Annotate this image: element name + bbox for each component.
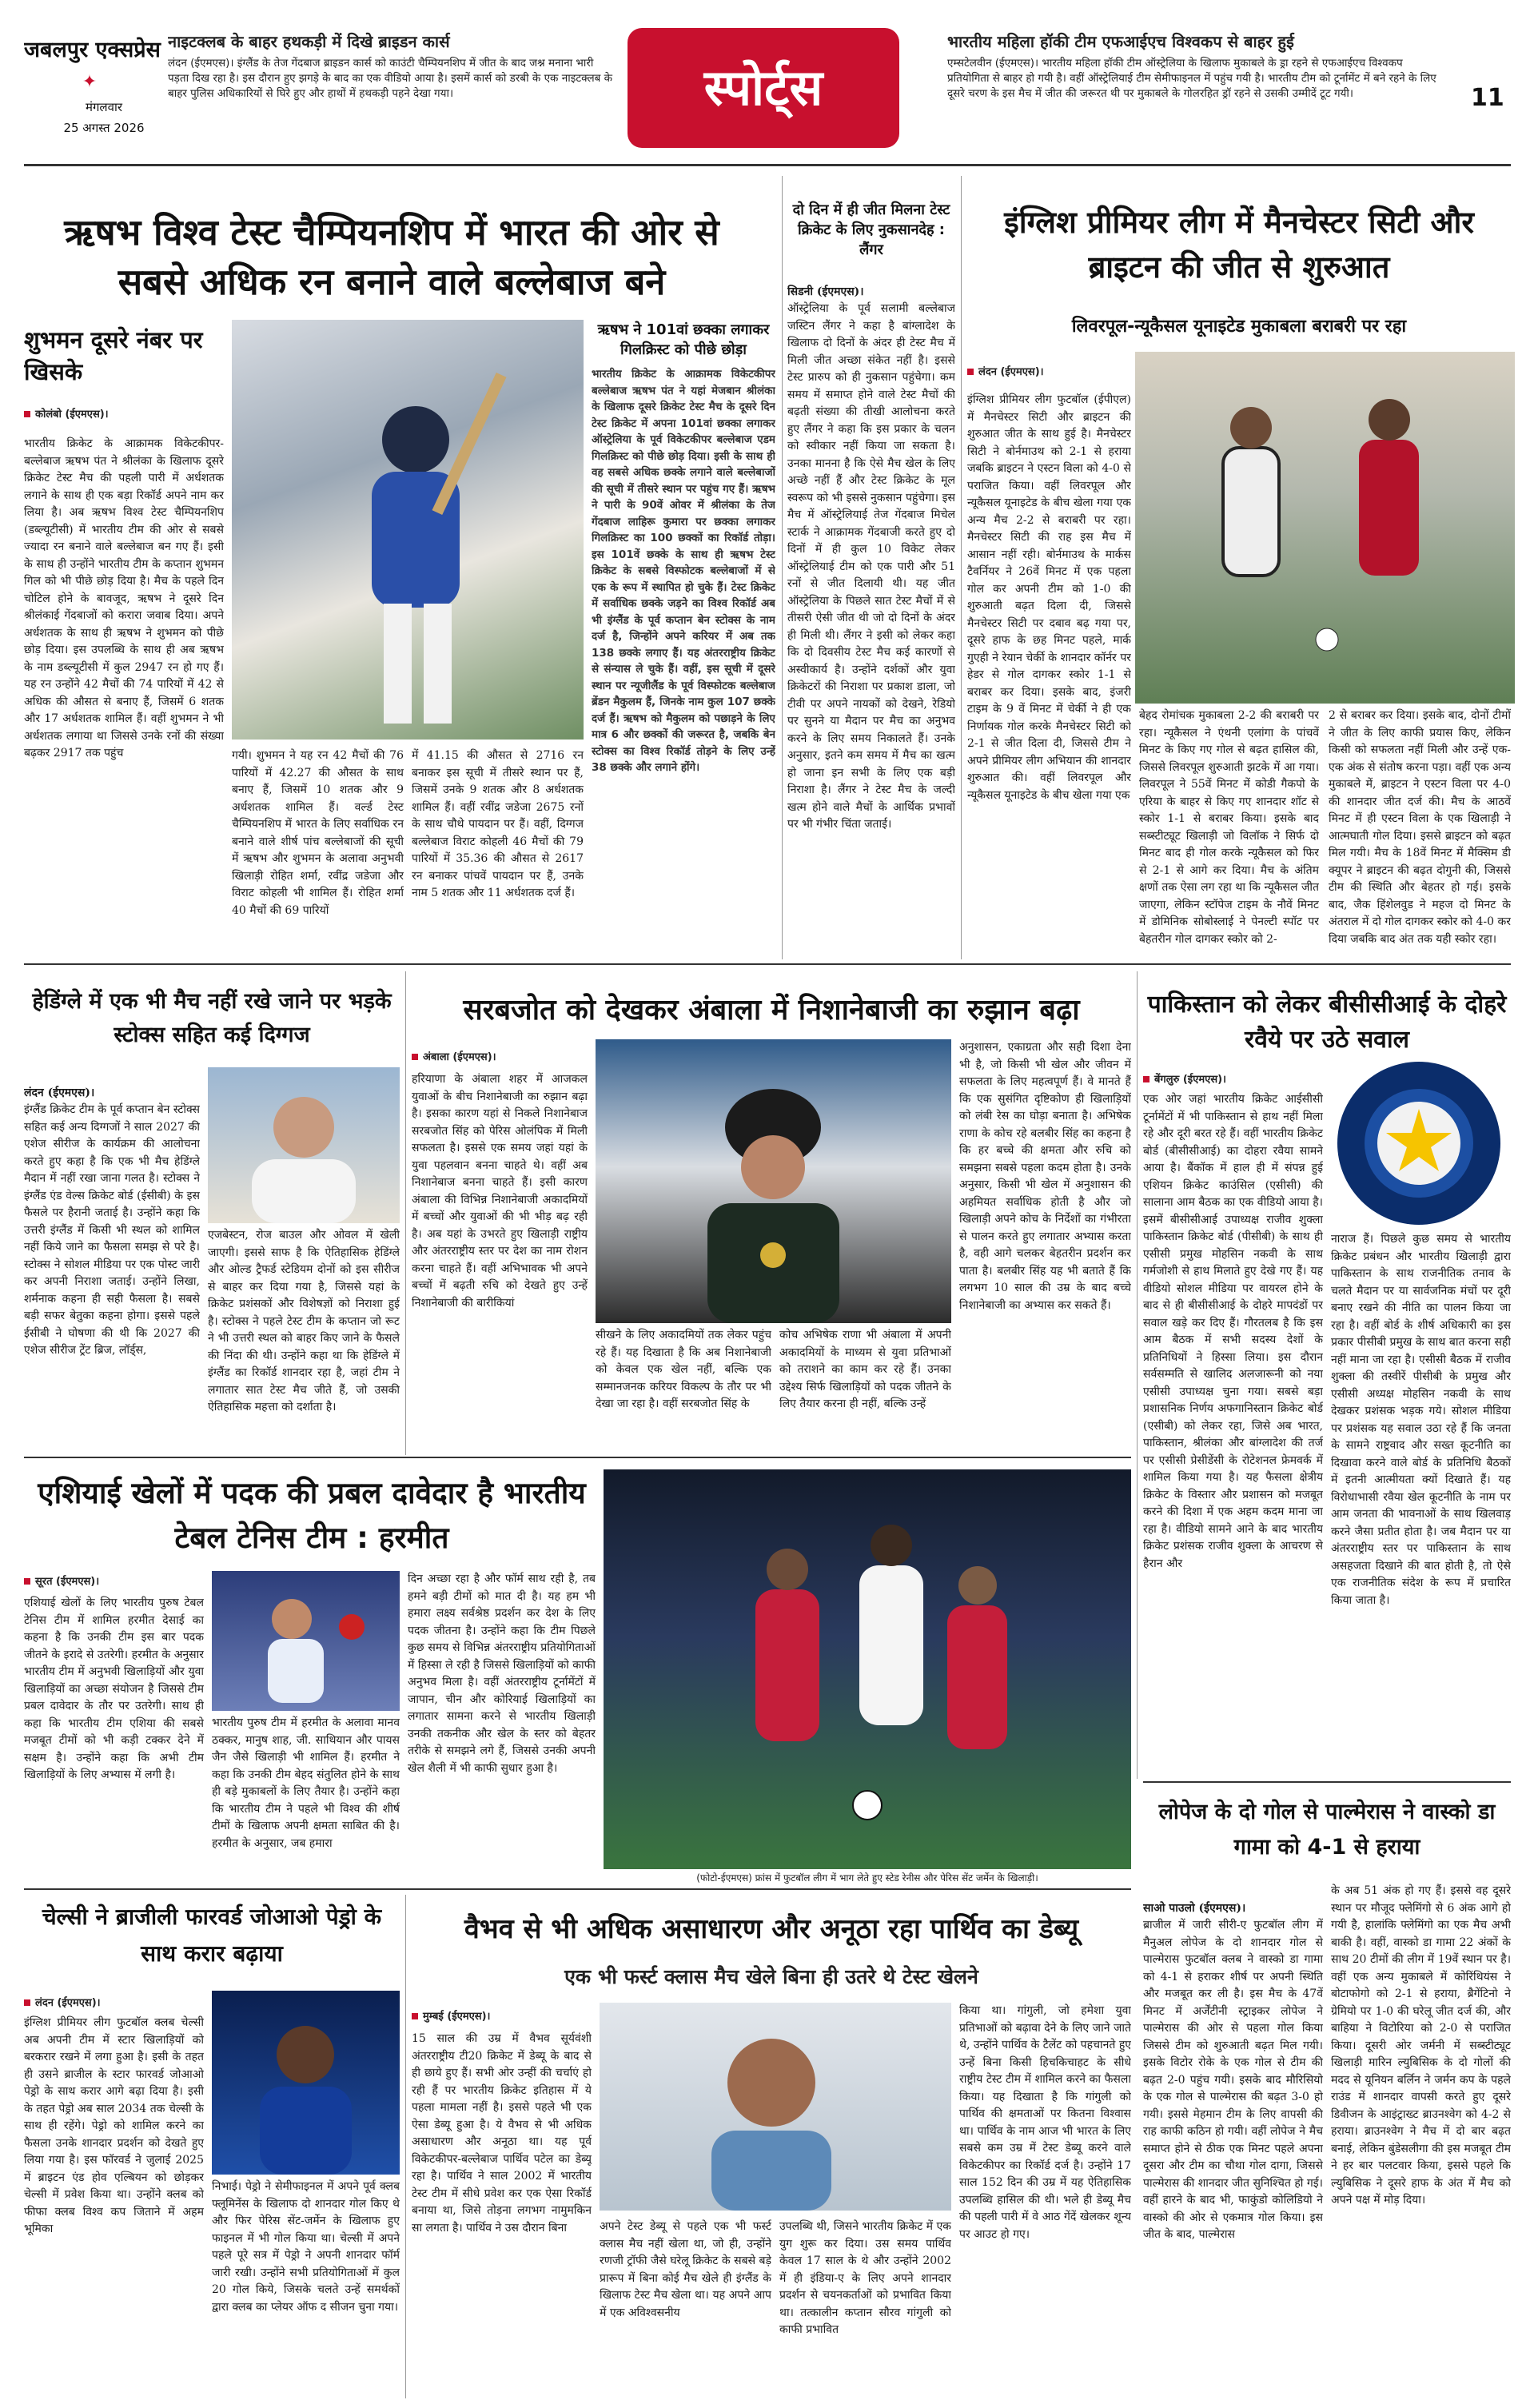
section-title: स्पोर्ट्स: [703, 58, 823, 117]
player-portrait-icon: [208, 1067, 400, 1223]
epl-col2: बेहद रोमांचक मुकाबला 2-2 की बराबरी पर रहा। न्यूकैसल ने एंथनी एलांगा के पांचवें मिनट के किए गए गोल से बढ़त हासिल की, जिससे लिवरपूल शुरुआती झटके में आ गया। लिवरपूल ने 55वें मिनट में कोडी गैकपो के एरिया के बाहर से किए गए शानदार शॉट से स्कोर 1-1 से बराबर किया। इसके बाद सब्स्टीट्यूट खिलाड़ी जो विलॉक ने सिर्फ दो मिनट बाद ही गोल करके न्यूकैसल को फिर से 2-1 से आगे कर दिया। मैच के अंतिम क्षणों तक ऐसा लग रहा था कि न्यूकैसल जीत जाएगा, लेकिन स्टॉपेज टाइम के नौवें मिनट में डोमिनिक सोबोस्लाई ने पेनल्टी स्पॉट पर बेहतरीन गोल दागकर स्कोर को 2-: [1139, 709, 1319, 946]
langer-byline: सिडनी (ईएमएस)।: [787, 285, 864, 298]
lopez-headline: लोपेज के दो गोल से पाल्मेरास ने वास्को डा गामा को 4-1 से हराया: [1158, 1800, 1496, 1860]
row-right-rule: [1143, 1781, 1511, 1783]
sarabjot-col3: कोच अभिषेक राणा भी अंबाला में अपनी अकादमियों के माध्यम से युवा प्रतिभाओं को तराशने का काम कर रहे हैं। उनका उद्देश्य सिर्फ खिलाड़ियों को पदक जीतने के लिए तैयार करना ही नहीं, बल्कि उन्हें: [779, 1329, 951, 1410]
rule-v-5: [405, 1895, 406, 2398]
rishabh-byline-text: कोलंबो (ईएमएस)।: [24, 406, 224, 421]
rishabh-col1: भारतीय क्रिकेट के आक्रामक विकेटकीपर-बल्लेबाज ऋषभ पंत ने श्रीलंका के खिलाफ दूसरे क्रिकेट टेस्ट मैच की पहली पारी में अर्धशतक लगाने के साथ ही एक बड़ा रिकॉर्ड अपने नाम कर लिया है। अब ऋषभ विश्व टेस्ट चैम्पियनशिप (डब्ल्यूटीसी) में भारतीय टीम की ओर से सबसे ज्यादा रन बनाने वाले बल्लेबाज बन गए हैं। इसी के साथ ही उन्होंने भारतीय टीम के कप्तान शुभमन गिल को भी पीछे छोड़ दिया है। मैच के पहले दिन चोटिल होने के बावजूद, ऋषभ ने दूसरे दिन श्रीलंकाई गेंदबाजों को करारा जवाब दिया। अपने अर्धशतक के साथ ही ऋषभ ने शुभमन को पीछे छोड़ दिया। इस उपलब्धि के साथ ही अब ऋषभ के नाम डब्ल्यूटीसी में कुल 2947 रन हो गए हैं। यह रन उन्होंने 42 मैचों की 74 पारियों में 42 से अधिक की औसत से बनाए हैं, जिसमें 6 शतक और 17 अर्धशतक शामिल हैं। वहीं शुभमन ने भी अर्धशतक लगाया था जिससे उनके रनों की संख्या बढ़कर 2917 तक पहुंच: [24, 437, 224, 759]
sarabjot-col4: अनुशासन, एकाग्रता और सही दिशा देना भी है, जो किसी भी खेल और जीवन में सफलता के लिए महत्वपूर्ण हैं। वे मानते हैं कि एक सुसंगित दृष्टिकोण ही खिलाड़ियों को लंबी रेस का घोड़ा बनाता है। अभिषेक राणा के कोच रहे बलबीर सिंह का कहना है कि हर बच्चे की क्षमता और रुचि को समझना सबसे पहला कदम होता है। उनके अनुसार, किसी भी खेल में अनुशासन की अहमियत सर्वाधिक होती है और जो खिलाड़ी अपने कोच के निर्देशों का गंभीरता से पालन करते हुए लगातार अभ्यास करता है, वही आगे चलकर बेहतरीन प्रदर्शन कर पाता है। बलबीर सिंह यह भी बताते हैं कि लगभग 10 साल की उम्र के बाद बच्चे निशानेबाजी का अभ्यास कर सकते हैं।: [959, 1041, 1131, 1312]
langer-block: [787, 200, 955, 959]
masthead-date: 25 अगस्त 2026: [63, 121, 145, 135]
teaser-left-headline: नाइटक्लब के बाहर हथकड़ी में दिखे ब्राइडन कार्स: [168, 32, 450, 51]
teaser-right-text: एम्सटेलवीन (ईएमएस)। भारतीय महिला हॉकी टीम ऑस्ट्रेलिया के खिलाफ मुकाबले के ड्रा रहने से एफआईएच विश्वकप प्रतियोगिता से बाहर हो गयी है। वहीं ऑस्ट्रेलियाई टीम सेमीफाइनल में पहुंच गयी है। भारतीय टीम को टूर्नामेंट में बने रहने के लिए दूसरे चरण के इस मैच में जीत की जरूरत थी पर मुकाबले के गोलरहित ड्रॉ रहने से उसकी उम्मीदें टूट गयी।: [947, 57, 1436, 100]
tt-col1: एशियाई खेलों के लिए भारतीय पुरुष टेबल टेनिस टीम में शामिल हरमीत देसाई का कहना है कि उनकी टीम इस बार पदक जीतने के इरादे से उतरेगी। हरमीत के अनुसार भारतीय टीम में अनुभवी खिलाड़ियों और युवा खिलाड़ियों का अच्छा संयोजन है जिससे टीम प्रबल दावेदार के तौर पर उतरेगी। साथ ही कहा कि भारतीय टीम एशिया की सबसे मजबूत टीमों को भी कड़ी टक्कर देने में सक्षम है। उन्होंने कहा कि अभी टीम खिलाड़ियों के लिए अभ्यास में लगी है।: [24, 1597, 204, 1781]
teaser-left-text: लंदन (ईएमएस)। इंग्लैंड के तेज गेंदबाज ब्राइडन कार्स को काउंटी चैम्पियनशिप में जीत के बाद जश्न मनाना भारी पड़ता दिख रहा है। इस दौरान हुए झगड़े के बाद का एक वीडियो आया है। इसमें कार्स को डरबी के एक नाइटक्लब के बाहर पुलिस अधिकारियों से घिरे हुए और हाथों में हथकड़ी पहने देखा गया।: [168, 57, 612, 100]
rishabh-subhead: शुभमन दूसरे नंबर पर खिसके: [24, 326, 203, 385]
tt-col2: भारतीय पुरुष टीम में हरमीत के अलावा मानव ठक्कर, मानुष शाह, जी. साथियान और पायस जैन जैसे खिलाड़ी भी शामिल हैं। हरमीत ने कहा कि उनकी टीम बेहद संतुलित होने के साथ ही बड़े मुकाबलों के लिए तैयार है। उन्होंने कहा कि भारतीय टीम ने पहले भी विश्व की शीर्ष टीमों के खिलाफ अपनी क्षमता साबित की है। हरमीत के अनुसार, जब हमारा: [212, 1716, 400, 1850]
row3-rule: [24, 1888, 1131, 1890]
tt-byline: [24, 1573, 200, 1591]
football-photo: [604, 1469, 1131, 1889]
parthiv-col4: किया था। गांगुली, जो हमेशा युवा प्रतिभाओं को बढ़ावा देने के लिए जाने जाते थे, उन्होंने पार्थिव के टैलेंट को पहचानते हुए उन्हें बिना किसी हिचकिचाहट के सीधे राष्ट्रीय टेस्ट टीम में शामिल करने का फैसला किया। यह दिखाता है कि गांगुली को पार्थिव की क्षमताओं पर कितना विश्वास था। पार्थिव के नाम आज भी भारत के लिए सबसे कम उम्र में टेस्ट डेब्यू करने वाले विकेटकीपर का रिकॉर्ड दर्ज है। उन्होंने 17 साल 152 दिन की उम्र में यह ऐतिहासिक उपलब्धि हासिल की थी। भले ही डेब्यू मैच की पहली पारी में वे आठ गेंदें खेलकर शून्य पर आउट हो गए।: [959, 2004, 1131, 2241]
parthiv-col3: उपलब्धि थी, जिसने भारतीय क्रिकेट में एक युग शुरू कर दिया। उस समय पार्थिव केवल 17 साल के थे और उन्होंने 2002 में ही इंडिया-ए के लिए अपने शानदार प्रदर्शन से चयनकर्ताओं को प्रभावित किया था। तत्कालीन कप्तान सौरव गांगुली को काफी प्रभावित: [779, 2220, 951, 2336]
lopez-body: ब्राजील में जारी सीरी-ए फुटबॉल लीग में मैनुअल लोपेज के दो शानदार गोल से पाल्मेरास फुटबॉल क्लब ने वास्को डा गामा को 4-1 से हराकर शीर्ष पर अपनी स्थिति और मजबूत कर ली है। इस मैच के 47वें मिनट में अर्जेंटीनी स्ट्राइकर लोपेज ने पाल्मेरास की ओर से पहला गोल किया जिससे टीम को शुरुआती बढ़त मिल गयी। इसके विटोर रोके के एक गोल से टीम की बढ़त 2-0 पहुंच गयी। इसके बाद मौरिसियो के एक गोल से पाल्मेरास की बढ़त 3-0 हो गयी। इससे मेहमान टीम के लिए वापसी की राह काफी कठिन हो गयी। वहीं लोपेज ने मैच समाप्त होने से ठीक एक मिनट पहले अपना दूसरा और टीम का चौथा गोल दागा, जिससे पाल्मेरास की शानदार जीत सुनिश्चित हो गई। वहीं हारने के बाद भी, फाकुंडो कोलिडियो ने वास्को की ओर से एकमात्र गोल किया। इस जीत के बाद, पाल्मेरास: [1143, 1919, 1323, 2241]
sarabjot-col1: हरियाणा के अंबाला शहर में आजकल युवाओं के बीच निशानेबाजी का रुझान बढ़ा है। इसका कारण यहां से निकले निशानेबाज सरबजोत सिंह को पेरिस ओलंपिक में मिली सफलता है। इससे एक समय जहां यहां के युवा पहलवान बनना चाहते थे। वहीं अब निशानेबाज बनना चाहते हैं। इसी कारण अंबाला की विभिन्न निशानेबाजी अकादमियों में बच्चों और युवाओं की भी भीड़ बढ़ रही है। अब यहां के उभरते हुए खिलाड़ी राष्ट्रीय और अंतरराष्ट्रीय स्तर पर देश का नाम रोशन करना चाहते हैं। वहीं अभिभावक भी अपने बच्चों में बढ़ती रुचि को देखते हुए उन्हें निशानेबाजी की बारीकियां: [412, 1073, 588, 1310]
pakistan-byline: [1143, 1071, 1319, 1089]
chelsea-byline: [24, 1995, 200, 2012]
masthead-ornament-icon: ✦: [82, 72, 98, 91]
stokes-col2: एजबेस्टन, रोज बाउल और ओवल में खेली जाएगी। इससे साफ है कि ऐतिहासिक हेडिंग्ले और ओल्ड ट्रैफर्ड स्टेडियम दोनों को इस सीरीज से बाहर कर दिया गया है, जिससे यहां के क्रिकेट प्रशंसकों और विशेषज्ञों को निराशा हुई है। स्टोक्स ने पहले टेस्ट टीम के कप्तान जो रूट ने भी उत्तरी स्थल को बाहर किए जाने के फैसले की निंदा की थी। उन्होंने कहा था कि हेडिंग्ले में इंग्लैंड का रिकॉर्ड शानदार रहा है, जहां टीम ने लगातार सात टेस्ट मैच जीते हैं, जो उसकी ऐतिहासिक महत्ता को दर्शाता है।: [208, 1229, 400, 1413]
bcci-logo: [1335, 1059, 1503, 1227]
rishabh-byline: [24, 406, 224, 424]
pakistan-headline: पाकिस्तान को लेकर बीसीसीआई के दोहरे रवैये पर उठे सवाल: [1147, 991, 1507, 1054]
rishabh-col2: गयी। शुभमन ने यह रन 42 मैचों की 76 पारियों में 42.27 की औसत के साथ बनाए हैं, जिसमें 10 शतक और 9 अर्धशतक शामिल हैं। वर्ल्ड टेस्ट चैम्पियनशिप में भारत के लिए सर्वाधिक रन बनाने वाले शीर्ष पांच बल्लेबाजों की सूची में ऋषभ और शुभमन के अलावा अनुभवी खिलाड़ी रोहित शर्मा, रवींद्र जडेजा और विराट कोहली भी शामिल हैं। रोहित शर्मा 40 मैचों की 69 पारियों: [232, 749, 404, 917]
masthead-day: मंगलवार: [86, 100, 122, 114]
parthiv-subhead: एक भी फर्स्ट क्लास मैच खेले बिना ही उतरे थे टेस्ट खेलने: [564, 1965, 978, 1988]
row1-rule: [24, 963, 1511, 965]
pakistan-col1: एक ओर जहां भारतीय क्रिकेट आईसीसी टूर्नामेंटों में भी पाकिस्तान से हाथ नहीं मिला रहे और दूरी बरत रहे हैं। वहीं भारतीय क्रिकेट बोर्ड (बीसीसीआई) का दोहरा रवैया सामने आया है। बैंकॉक में हाल ही में संपन्न हुई एशियन क्रिकेट काउंसिल (एसीसी) की सालाना आम बैठक का एक वीडियो आया है। इसमें बीसीसीआई उपाध्यक्ष राजीव शुक्ला पाकिस्तान क्रिकेट बोर्ड (पीसीबी) के साथ ही एसीसी प्रमुख मोहसिन नकवी के साथ गर्मजोशी से हाथ मिलाते हुए देखे गए हैं। यह वीडियो सोशल मीडिया पर वायरल होने के बाद से ही बीसीसीआई के दोहरे मापदंडों पर सवाल खड़े कर दिए हैं। गौरतलब है कि इस आम बैठक में सभी सदस्य देशों के प्रतिनिधियों ने हिस्सा लिया। इस दौरान सर्वसम्मति से खालिद अलजारूनी को नया एसीसी उपाध्यक्ष चुना गया। सबसे बड़ा प्रशासनिक निर्णय अफगानिस्तान क्रिकेट बोर्ड (एसीबी) को लेकर रहा, जिसे अब भारत, पाकिस्तान, श्रीलंका और बांग्लादेश की तर्ज पर एसीसी प्रेसीडेंसी के रोटेशनल फ्रेमवर्क में शामिल किया गया है। यह फैसला क्षेत्रीय क्रिकेट के विस्तार और प्रशासन को मजबूत करने की दिशा में एक अहम कदम माना जा रहा है। वीडियो सामने आने के बाद भारतीय क्रिकेट प्रशंसक राजीव शुक्ला के आचरण से हैरान और: [1143, 1093, 1323, 1570]
rule-v-2: [961, 176, 962, 959]
stokes-byline: लंदन (ईएमएस)।: [24, 1086, 95, 1099]
masthead-rule: [24, 164, 1511, 166]
epl-byline: [967, 364, 1127, 381]
chelsea-photo: [212, 1991, 400, 2175]
epl-subhead: लिवरपूल-न्यूकैसल यूनाइटेड मुकाबला बराबरी पर रहा: [1071, 317, 1407, 337]
batsman-figure-icon: [232, 320, 584, 740]
sarabjot-byline: [412, 1049, 572, 1066]
lopez-col1: [1143, 1883, 1323, 2394]
chelsea-headline: चेल्सी ने ब्राजीली फारवर्ड जोआओ पेड्रो के साथ करार बढ़ाया: [42, 1904, 382, 1967]
rishabh-inset-text: भारतीय क्रिकेट के आक्रामक विकेटकीपर बल्लेबाज ऋषभ पंत ने यहां मेजबान श्रीलंका के खिलाफ दूसरे क्रिकेट टेस्ट मैच के दूसरे दिन टेस्ट क्रिकेट में अपना 101वां छक्का लगाकर ऑस्ट्रेलिया के पूर्व विकेटकीपर बल्लेबाज एडम गिलक्रिस्ट को पीछे छोड़ दिया। इसी के साथ ही वह सबसे अधिक छक्के लगाने वाले बल्लेबाजों की सूची में तीसरे स्थान पर पहुंच गए हैं। ऋषभ ने पारी के 90वें ओवर में श्रीलंका के तेज गेंदबाज लाहिरू कुमारा पर छक्का लगाकर गिलक्रिस्ट का 100 छक्कों का रिकॉर्ड तोड़ा। इस 101वें छक्के के साथ ही ऋषभ टेस्ट क्रिकेट के सबसे विस्फोटक बल्लेबाजों में से एक के रूप में स्थापित हो चुके हैं। टेस्ट क्रिकेट में सर्वाधिक छक्के जड़ने का विश्व रिकॉर्ड अब भी इंग्लैंड के पूर्व कप्तान बेन स्टोक्स के नाम दर्ज है, जिन्होंने अपने करियर में अब तक 138 छक्के लगाए हैं। यह अंतरराष्ट्रीय क्रिकेट से संन्यास ले चुके हैं। वहीं, इस सूची में दूसरे स्थान पर न्यूजीलैंड के पूर्व विस्फोटक बल्लेबाज ब्रेंडन मैकुलम हैं, जिनके नाम कुल 107 छक्के दर्ज हैं। ऋषभ को मैकुलम को पछाड़ने के लिए मात्र 6 और छक्कों की जरूरत है, जबकि बेन स्टोक्स का विश्व रिकॉर्ड तोड़ने के लिए उन्हें 38 छक्के और लगाने होंगे।: [592, 368, 775, 774]
epl-byline-text: लंदन (ईएमएस)।: [967, 364, 1127, 378]
stokes-body: इंग्लैंड क्रिकेट टीम के पूर्व कप्तान बेन स्टोक्स सहित कई अन्य दिग्गजों ने साल 2027 की एशेज सीरीज के कार्यक्रम की आलोचना करते हुए कहा है कि एक भी मैच हेडिंग्ले मैदान में नहीं रखा जाना गलत है। स्टोक्स ने इंग्लैंड एंड वेल्स क्रिकेट बोर्ड (ईसीबी) के इस फैसले पर हैरानी जताई है। उन्होंने कहा कि उत्तरी इंग्लैंड में किसी भी स्थल को शामिल नहीं किये जाने का फैसला समझ से परे है। स्टोक्स ने सोशल मीडिया पर एक पोस्ट जारी कर अपनी निराशा जताई। उन्होंने लिखा, शर्मनाक कहना ही सही फैसला है। सबसे बड़ी सफर बेतुका कहना होगा। इससे पहले ईसीबी ने घोषणा की थी कि 2027 की एशेज सीरीज ट्रेंट ब्रिज, लॉर्ड्स,: [24, 1103, 200, 1357]
paper-name: जबलपुर एक्सप्रेस: [24, 38, 161, 62]
rule-v-3: [405, 971, 406, 1455]
langer-text: [787, 266, 955, 834]
stokes-col1: [24, 1067, 200, 1451]
parthiv-portrait-icon: [600, 2003, 951, 2211]
parthiv-byline: [412, 2008, 572, 2026]
section-banner: [628, 28, 899, 148]
teaser-right: [947, 32, 1447, 144]
pakistan-col2: नाराज हैं। पिछले कुछ समय से भारतीय क्रिकेट प्रबंधन और भारतीय खिलाड़ी द्वारा पाकिस्तान के साथ राजनीतिक तनाव के चलते मैदान पर या सार्वजनिक मंचों पर दूरी बनाए रखने की नीति का पालन किया जा रहा है। वहीं बोर्ड के शीर्ष अधिकारी का इस प्रकार पीसीबी प्रमुख के साथ बात करना सही नहीं माना जा रहा है। एसीसी बैठक में राजीव शुक्ला की तस्वीरें पीसीबी के प्रमुख और एसीसी अध्यक्ष मोहसिन नकवी के साथ देखकर प्रशंसक भड़क गये। सोशल मीडिया पर प्रशंसक यह सवाल उठा रहे हैं कि जनता के सामने राष्ट्रवाद और सख्त कूटनीति का दिखावा करने वाले बोर्ड के प्रतिनिधि बैठकों में इतनी आत्मीयता क्यों दिखाते हैं। यह विरोधाभासी रवैया खेल कूटनीति के नाम पर आम जनता की भावनाओं के साथ खिलवाड़ करने जैसा प्रतीत होता है। जब मैदान पर या अंतरराष्ट्रीय स्तर पर पाकिस्तान के साथ असहजता दिखाने की बात होती है, तो ऐसे एक राजनीतिक संदेश के रूप में प्रचारित किया जाता है।: [1331, 1233, 1511, 1607]
chelsea-col2: निभाई। पेड्रो ने सेमीफाइनल में अपने पूर्व क्लब फ्लूमिनेंस के खिलाफ दो शानदार गोल किए थे और फिर पेरिस सेंट-जर्मेन के खिलाफ हुए फाइनल में भी गोल किया था। चेल्सी में अपने पहले पूरे सत्र में पेड्रो ने अपनी शानदार फॉर्म जारी रखी। उन्होंने सभी प्रतियोगिताओं में कुल 20 गोल किये, जिसके चलते उन्हें समर्थकों द्वारा क्लब का प्लेयर ऑफ द सीजन चुना गया।: [212, 2180, 400, 2314]
pakistan-byline-text: बेंगलुरु (ईएमएस)।: [1143, 1071, 1319, 1086]
lopez-col2: के अब 51 अंक हो गए हैं। इससे वह दूसरे स्थान पर मौजूद फ्लेमिंगो से 6 अंक आगे हो गयी है, हालांकि फ्लेमिंगो का एक मैच अभी बाकी है। वहीं, वास्को डा गामा 22 अंकों के साथ 20 टीमों की लीग में 19वें स्थान पर है। वहीं एक अन्य मुकाबले में कोरिंथियंस ने बोटाफोगो को 2-1 से हराया, ब्रैगेंटिनो ने ग्रेमियो पर 1-0 की घरेलू जीत दर्ज की, और बाहिया ने विटोरिया को 2-0 से पराजित किया। दूसरी ओर जर्मनी में सब्स्टीट्यूट खिलाड़ी मारिन ल्युबिसिक के दो गोलों की मदद से यूनियन बर्लिन ने जर्मन कप के पहले राउंड में शानदार वापसी करते हुए दूसरे डिवीजन के आइंट्राख्ट ब्राउनश्वेग को 4-2 से हराया। ब्राउनश्वेग ने मैच में दो बार बढ़त बनाई, लेकिन बुंडेसलीगा की इस मजबूत टीम ने हर बार पलटवार किया, इससे पहले कि ल्युबिसिक ने दूसरे हाफ के अंत में मैच को अपने पक्ष में मोड़ दिया।: [1331, 1884, 1511, 2207]
chelsea-byline-text: लंदन (ईएमएस)।: [24, 1995, 200, 2009]
langer-body: ऑस्ट्रेलिया के पूर्व सलामी बल्लेबाज जस्टिन लैंगर ने कहा है बांग्लादेश के खिलाफ दो दिनों के अंदर ही टेस्ट मैच में मिली जीत अच्छा संकेत नहीं है। इससे टेस्ट प्रारुप को ही नुकसान पहुंचेगा। कम समय में समाप्त होने वाले टेस्ट मैचों की बढ़ती संख्या की तीखी आलोचना करते हुए लैंगर ने कहा कि इस प्रकार के चलन को स्वीकार नहीं किया जा सकता है। उनका मानना है कि ऐसे मैच खेल के लिए अच्छे नहीं हैं और टेस्ट क्रिकेट के मूल स्वरूप को भी इससे नुकसान पहुंचेगा। इस मैच में ऑस्ट्रेलियाई तेज गेंदबाज मिचेल स्टार्क ने आक्रामक गेंदबाजी करते हुए दो दिनों में ही कुल 10 विकेट लेकर ऑस्ट्रेलियाई टीम को एक पारी और 51 रनों से जीत दिलायी थी। यह जीत ऑस्ट्रेलिया के पिछले सात टेस्ट मैचों में से तीसरी ऐसी जीत थी जो दो दिनों के अंदर ही मिली थी। लैंगर ने इसी को लेकर कहा कि दो दिवसीय टेस्ट मैच कई कारणों से अस्वीकार्य है। उन्होंने दर्शकों और युवा क्रिकेटरों की निराशा पर प्रकाश डाला, जो टीवी पर अपने नायकों को देखने, रेडियो पर सुनने या मैदान पर मैच का अनुभव करने के लिए समय निकालते हैं। उनके अनुसार, इतने कम समय में मैच का खत्म हो जाना इन सभी के लिए एक बड़ी निराशा है। लैंगर ने टेस्ट मैच के जल्दी खत्म होने वाले मैचों के आर्थिक प्रभावों पर भी गंभीर चिंता जताई।: [787, 302, 955, 831]
football-photo-caption: (फोटो-ईएमएस) फ्रांस में फुटबॉल लीग में भाग लेते हुए स्टेड रेनीस और पेरिस सेंट जर्मेन के खिलाड़ी।: [604, 1869, 1131, 1889]
table-tennis-player-icon: [212, 1571, 400, 1711]
rishabh-inset: [592, 320, 775, 955]
rishabh-inset-headline: ऋषभ ने 101वां छक्का लगाकर गिलक्रिस्ट को पीछे छोड़ा: [597, 321, 770, 358]
teaser-right-headline: भारतीय महिला हॉकी टीम एफआईएच विश्वकप से बाहर हुई: [947, 32, 1294, 51]
tt-col3: दिन अच्छा रहा है और फॉर्म साथ रही है, तब हमने बड़ी टीमों को मात दी है। यह हम भी हमारा लक्ष्य सर्वश्रेष्ठ प्रदर्शन कर देश के लिए पदक जीतना है। उन्होंने कहा कि टीम पिछले कुछ समय से विभिन्न अंतरराष्ट्रीय प्रतियोगिताओं में हिस्सा ले रही है जिससे खिलाड़ियों को काफी अनुभव मिला है। वहीं अंतरराष्ट्रीय टूर्नामेंटों में जापान, चीन और कोरियाई खिलाड़ियों का लगातार सामना करने से भारतीय खिलाड़ी उनकी तकनीक और खेल के स्तर को बेहतर तरीके से समझने लगे हैं, जिससे उनकी अपनी खेल शैली में भी काफी सुधार हुआ है।: [408, 1573, 596, 1775]
teaser-left: [168, 32, 616, 144]
epl-col3: 2 से बराबर कर दिया। इसके बाद, दोनों टीमों ने जीत के लिए काफी प्रयास किए, लेकिन किसी को सफलता नहीं मिली और उन्हें एक-एक अंक से संतोष करना पड़ा। वहीं एक अन्य मुकाबले में, ब्राइटन ने एस्टन विला पर 4-0 की शानदार जीत दर्ज की। मैच के आठवें मिनट में ही एस्टन विला के एक खिलाड़ी ने आत्मघाती गोल दिया। इससे ब्राइटन को बढ़त मिल गयी। मैच के 18वें मिनट में मैक्सिम डी क्यूपर ने ब्राइटन की बढ़त दोगुनी की, जिससे टीम की स्थिति और बेहतर हो गई। इसके बाद, जैक हिंशेलवुड ने महज दो मिनट के अंतराल में दो गोल दागकर स्कोर को 4-0 कर दिया जबकि बाद अंत तक यही स्कोर रहा।: [1329, 709, 1511, 946]
parthiv-byline-text: मुम्बई (ईएमएस)।: [412, 2008, 572, 2023]
parthiv-photo: [600, 2003, 951, 2211]
rishabh-col3: में 41.15 की औसत से 2716 रन बनाकर इस सूची में तीसरे स्थान पर हैं, जिसमें उनके 9 शतक और 8 अर्धशतक शामिल हैं। वहीं रवींद्र जडेजा 2675 रनों के साथ चौथे पायदान पर हैं। वहीं, दिग्गज बल्लेबाज विराट कोहली 46 मैचों की 79 पारियों में 35.36 की औसत से 2617 रन बनाकर पांचवें पायदान पर हैं, उनके नाम 5 शतक और 11 अर्धशतक दर्ज हैं।: [412, 749, 584, 899]
masthead: [0, 0, 1534, 164]
langer-headline: दो दिन में ही जीत मिलना टेस्ट क्रिकेट के लिए नुकसानदेह : लैंगर: [792, 201, 950, 258]
sarabjot-col2: सीखने के लिए अकादमियों तक लेकर पहुंच रहे हैं। यह दिखाता है कि अब निशानेबाजी को केवल एक खेल नहीं, बल्कि एक सम्मानजनक करियर विकल्प के तौर पर भी देखा जा रहा है। वहीं सरबजोत सिंह के: [596, 1329, 771, 1410]
rishabh-photo: [232, 320, 584, 740]
epl-col1: इंग्लिश प्रीमियर लीग फुटबॉल (ईपीएल) में मैनचेस्टर सिटी और ब्राइटन की शुरुआत जीत के साथ हुई है। मैनचेस्टर सिटी ने बोर्नमाउथ को 2-1 से हराया जबकि ब्राइटन ने एस्टन विला को 4-0 से पराजित किया। वहीं लिवरपूल और न्यूकैसल यूनाइटेड के बीच खेला गया एक अन्य मैच 2-2 से बराबरी पर रहा। मैनचेस्टर सिटी की राह इस मैच में आसान नहीं रही। बोर्नमाउथ के मार्कस टैवर्नियर ने 26वें मिनट में एक पहला गोल कर अपनी टीम को 1-0 की शुरुआती बढ़त दिला दी, जिससे मैनचेस्टर सिटी पर दबाव बढ़ गया पर, दूसरे हाफ के छह मिनट पहले, मार्क गुएही ने रेयान चेर्की के शानदार कॉर्नर पर हेडर से गोल दागकर स्कोर 1-1 से बराबर कर दिया। इसके बाद, इंजरी टाइम के 9 वें मिनट में चेर्की ने ही एक निर्णायक गोल करके मैनचेस्टर सिटी को 2-1 से जीत दिला दी, जिससे टीम ने अपने प्रीमियर लीग अभियान की शानदार शुरुआत की। वहीं लिवरपूल और न्यूकैसल यूनाइटेड के बीच खेला गया एक: [967, 393, 1131, 802]
shooter-portrait-icon: [596, 1039, 951, 1323]
epl-headline: इंग्लिश प्रीमियर लीग में मैनचेस्टर सिटी और ब्राइटन की जीत से शुरुआत: [1004, 205, 1474, 285]
tt-photo: [212, 1571, 400, 1711]
sarabjot-photo: [596, 1039, 951, 1323]
bcci-logo-icon: [1335, 1059, 1503, 1227]
chelsea-col1: इंग्लिश प्रीमियर लीग फुटबॉल क्लब चेल्सी अब अपनी टीम में स्टार खिलाड़ियों को बरकरार रखने में लगा हुआ है। इसी के तहत ही उसने ब्राजील के स्टार फारवर्ड जोआओ पेड्रो के साथ करार आगे बढ़ा दिया है। इसी के तहत पेड्रो अब साल 2034 तक चेल्सी के साथ ही रहेंगे। पेड्रो को शामिल करने का फैसला उनके शानदार प्रदर्शन को देखते हुए लिया गया है। इस फॉरवर्ड ने जुलाई 2025 में ब्राइटन एंड होव एल्बियन को छोड़कर चेल्सी में प्रवेश किया था। उन्होंने क्लब को फीफा क्लब विश्व कप जिताने में अहम भूमिका: [24, 2016, 204, 2235]
footballer-portrait-icon: [212, 1991, 400, 2175]
lopez-byline: साओ पाउलो (ईएमएस)।: [1143, 1901, 1246, 1915]
rule-v-1: [782, 176, 783, 959]
sarabjot-headline: सरबजोत को देखकर अंबाला में निशानेबाजी का रुझान बढ़ा: [463, 994, 1080, 1027]
rishabh-headline: ऋषभ विश्व टेस्ट चैम्पियनशिप में भारत की ओर से सबसे अधिक रन बनाने वाले बल्लेबाज बने: [64, 211, 719, 303]
parthiv-headline: वैभव से भी अधिक असाधारण और अनूठा रहा पार्थिव का डेब्यू: [464, 1913, 1079, 1945]
football-match-icon: [604, 1469, 1131, 1869]
epl-photo: [1135, 352, 1515, 704]
football-players-icon: [1135, 352, 1515, 704]
row2-rule: [24, 1457, 1131, 1458]
tt-byline-text: सूरत (ईएमएस)।: [24, 1573, 200, 1588]
stokes-photo: [208, 1067, 400, 1223]
page-number: 11: [1471, 84, 1504, 112]
sarabjot-byline-text: अंबाला (ईएमएस)।: [412, 1049, 572, 1063]
parthiv-col2: अपने टेस्ट डेब्यू से पहले एक भी फर्स्ट क्लास मैच नहीं खेला था, जो ही, उन्होंने रणजी ट्रॉफी जैसे घरेलू क्रिकेट के सबसे बड़े प्रारूप में बिना कोई मैच खेले ही इंग्लैंड के खिलाफ टेस्ट मैच खेला था। यह अपने आप में एक अविश्वसनीय: [600, 2220, 771, 2319]
tt-headline: एशियाई खेलों में पदक की प्रबल दावेदार है भारतीय टेबल टेनिस टीम : हरमीत: [38, 1476, 586, 1555]
rule-v-4: [1137, 971, 1138, 1779]
parthiv-col1: 15 साल की उम्र में वैभव सूर्यवंशी अंतरराष्ट्रीय टी20 क्रिकेट में डेब्यू के बाद से ही छाये हुए हैं। सभी ओर उन्हीं की चर्चाएं हो रही हैं पर भारतीय क्रिकेट इतिहास में ये पहला मामला नहीं है। इससे पहले भी एक ऐसा डेब्यू हुआ है। ये वैभव से भी अधिक असाधारण और अनूठा था। यह पूर्व विकेटकीपर-बल्लेबाज पार्थिव पटेल का डेब्यू रहा है। पार्थिव ने साल 2002 में भारतीय टेस्ट टीम में सीधे प्रवेश कर एक ऐसा रिकॉर्ड बनाया था, जिसे तोड़ना लगभग नामुमकिन सा लगता है। पार्थिव ने उस दौरान बिना: [412, 2032, 592, 2235]
stokes-headline: हेडिंग्ले में एक भी मैच नहीं रखे जाने पर भड़के स्टोक्स सहित कई दिग्गज: [32, 989, 392, 1047]
